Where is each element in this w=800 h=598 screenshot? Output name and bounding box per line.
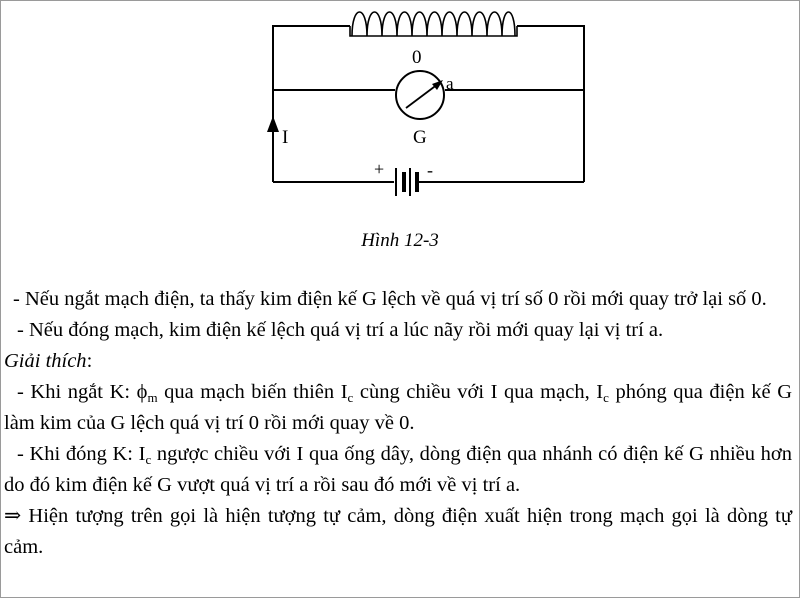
dial-zero-label: 0 [412,47,422,68]
text-run: cùng chiều với I qua mạch, I [353,381,604,403]
inductor-coil [350,12,517,36]
paragraph-explain-close [0,439,800,501]
subscript: c [347,390,354,405]
text-run: phóng qua điện kế G làm kim của G lệch quá vị trí 0 rồi mới quay về 0. [4,381,793,434]
body-text [0,284,800,563]
figure-caption: Hình 12-3 [361,230,439,251]
text-run: ngược chiều với I qua ống dây, dòng điện qua nhánh có điện kế G nhiều hơn do đó kim điện kế G vượt quá vị trí a rồi sau đó mới về vị trí a. [4,443,792,496]
battery-plus-label: + [374,159,385,179]
top-wire [273,26,584,182]
galvanometer-needle [406,84,438,108]
circuit-diagram [0,0,800,230]
text-run: - Khi đóng K: I [17,443,146,465]
text-run: qua mạch biến thiên I [157,381,348,403]
needle-position-label: a [446,74,454,93]
current-arrow [267,116,279,132]
subscript: c [603,390,609,405]
battery-minus-label: - [427,160,433,180]
current-label: I [282,127,289,148]
paragraph-conclusion: ⇒ Hiện tượng trên gọi là hiện tượng tự cảm, dòng điện xuất hiện trong mạch gọi là dòng tự cảm. [4,505,792,558]
explanation-heading [0,346,800,377]
battery-symbol [396,168,417,196]
explanation-heading-text: Giải thích [4,350,87,372]
paragraph-close-circuit: - Nếu đóng mạch, kim điện kế lệch quá vị trí a lúc nãy rồi mới quay lại vị trí a. [17,319,664,341]
subscript: c [145,452,152,467]
phi-symbol: ϕ [136,381,148,403]
explanation-heading-colon: : [86,350,93,372]
paragraph-explain-open [0,377,800,439]
paragraph-break-circuit: - Nếu ngắt mạch điện, ta thấy kim điện kế G lệch về quá vị trí số 0 rồi mới quay trở lại số 0. [13,288,767,310]
galvanometer-dial [396,71,444,119]
text-run: - Khi ngắt K: [17,381,137,403]
subscript: m [147,390,158,405]
galvanometer-label: G [413,127,427,148]
